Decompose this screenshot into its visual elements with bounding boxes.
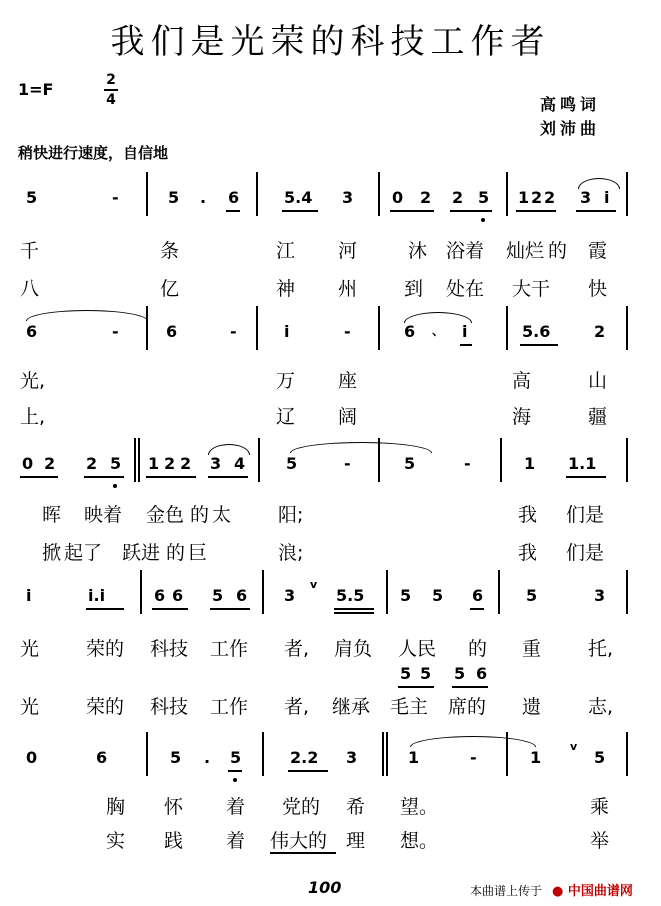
lyric-row-4a — [0, 634, 661, 660]
lyric: 座 — [338, 370, 358, 392]
lyric: 万 — [276, 370, 296, 392]
lyric: 光, — [20, 370, 46, 392]
composer-credit: 刘沛曲 — [540, 119, 601, 138]
lyric: 掀 — [42, 542, 62, 564]
bar-line — [626, 732, 628, 776]
lyric: 上, — [20, 406, 46, 428]
lyric: 怀 — [164, 796, 184, 818]
note: i — [284, 322, 290, 341]
lyric: 处在 — [446, 278, 485, 300]
bar-line — [506, 172, 508, 216]
note: 5 — [400, 664, 412, 683]
lyric: 举 — [590, 830, 610, 852]
note: 5 — [454, 664, 466, 683]
bar-line — [256, 306, 258, 350]
tie — [290, 442, 432, 453]
note: - — [230, 322, 237, 341]
lyric: 人民 — [398, 638, 437, 660]
lyric: 河 — [338, 240, 358, 262]
lyric: 沐 — [408, 240, 428, 262]
lyricist-credit: 高鸣词 — [540, 95, 601, 114]
notation-row-2 — [0, 322, 661, 348]
lyric: 辽 — [276, 406, 296, 428]
bar-line — [378, 306, 380, 350]
bar-line — [140, 570, 142, 614]
grace-mark: 、 — [432, 324, 445, 338]
note: 5 — [286, 454, 298, 473]
beam — [228, 770, 242, 772]
note: 6 — [154, 586, 166, 605]
breath-mark: v — [570, 740, 578, 753]
lyric-row-1b — [0, 274, 661, 300]
lyric: 的 — [548, 240, 568, 262]
beam — [226, 210, 240, 212]
note: 0 — [22, 454, 34, 473]
alt-notation-row-4 — [0, 664, 661, 690]
note: - — [344, 454, 351, 473]
lyric: 遗 — [522, 696, 542, 718]
notation-row-4 — [0, 578, 661, 612]
note: 5 — [404, 454, 416, 473]
note: 4 — [234, 454, 246, 473]
beam — [390, 210, 434, 212]
beam — [470, 608, 484, 610]
breath-mark: v — [310, 578, 318, 591]
lyric: 党的 — [282, 796, 321, 818]
lyric: 着 — [226, 796, 246, 818]
beam — [516, 210, 556, 212]
lyric: 胸 — [106, 796, 126, 818]
bar-line — [256, 172, 258, 216]
lyric: 山 — [588, 370, 608, 392]
lyric: 继承 — [332, 696, 371, 718]
lyric: 跃进 — [122, 542, 161, 564]
note: 2 — [164, 454, 176, 473]
note: 5.5 — [336, 586, 365, 605]
lyric: 我 — [518, 542, 538, 564]
lyric-row-2a — [0, 366, 661, 392]
note: 3 — [342, 188, 354, 207]
lyric: 大干 — [512, 278, 551, 300]
note: 2 — [452, 188, 464, 207]
bar-line — [506, 306, 508, 350]
lyric-row-3a — [0, 500, 661, 526]
note: - — [112, 322, 119, 341]
lyric: 着 — [226, 830, 246, 852]
lyric: 我 — [518, 504, 538, 526]
note: 2 — [44, 454, 56, 473]
note: 3 — [594, 586, 606, 605]
notation-row-3 — [0, 454, 661, 480]
lyric: 阳; — [278, 504, 304, 526]
lyric-row-5a — [0, 792, 661, 818]
lyric: 者, — [284, 638, 310, 660]
beam — [86, 608, 124, 610]
note: 0 — [392, 188, 404, 207]
tempo-marking: 稍快进行速度，自信地 — [18, 144, 169, 162]
bar-line — [258, 438, 260, 482]
note: 1 — [148, 454, 160, 473]
lyric-row-5b — [0, 826, 661, 852]
lyric: 州 — [338, 278, 358, 300]
lyric: 工作 — [210, 638, 249, 660]
note: 6 — [26, 322, 38, 341]
tie — [26, 310, 148, 321]
slur — [578, 178, 620, 189]
lyric: 浴着 — [446, 240, 485, 262]
note: 3 — [210, 454, 222, 473]
lyric: 希 — [346, 796, 366, 818]
notation-row-1 — [0, 188, 661, 214]
lyric: 望。 — [400, 796, 439, 818]
note: i — [462, 322, 468, 341]
lyric: 荣的 — [86, 696, 125, 718]
lyric: 的 — [166, 542, 186, 564]
lyric: 快 — [588, 278, 608, 300]
page-number: 100 — [308, 878, 342, 897]
beam — [282, 210, 318, 212]
note: 3 — [580, 188, 592, 207]
lyric: 千 — [20, 240, 40, 262]
lyric-row-3b — [0, 538, 661, 564]
low-octave-dot — [233, 778, 237, 782]
bar-line — [262, 732, 264, 776]
beam — [288, 770, 328, 772]
note: 5 — [168, 188, 180, 207]
note: 5 — [594, 748, 606, 767]
note: - — [112, 188, 119, 207]
note: 5 — [400, 586, 412, 605]
lyric: 亿 — [160, 278, 180, 300]
lyric: 科技 — [150, 696, 189, 718]
bar-line — [146, 306, 148, 350]
bar-line — [378, 438, 380, 482]
note: 6 — [472, 586, 484, 605]
bar-line — [262, 570, 264, 614]
bar-line — [500, 438, 502, 482]
note: 2 — [594, 322, 606, 341]
lyric-row-2b — [0, 402, 661, 428]
lyric: 席的 — [448, 696, 487, 718]
beam — [84, 476, 124, 478]
note: 0 — [26, 748, 38, 767]
lyric: 志, — [588, 696, 614, 718]
note: . — [204, 748, 211, 767]
bar-line — [138, 438, 140, 482]
lyric: 工作 — [210, 696, 249, 718]
note: 2 — [86, 454, 98, 473]
note: 1 — [518, 188, 530, 207]
note: 5 — [526, 586, 538, 605]
note: 6 — [236, 586, 248, 605]
lyric: 巨 — [188, 542, 208, 564]
lyric: 想。 — [400, 830, 439, 852]
note: i — [26, 586, 32, 605]
note: 1 — [408, 748, 420, 767]
note: 6 — [96, 748, 108, 767]
beam — [450, 210, 492, 212]
lyric: 高 — [512, 370, 532, 392]
beam — [208, 476, 248, 478]
lyric: 太 — [212, 504, 232, 526]
lyric: 荣的 — [86, 638, 125, 660]
time-signature-top: 2 — [106, 72, 116, 88]
note: 5.4 — [284, 188, 313, 207]
beam — [520, 344, 558, 346]
lyric: 浪; — [278, 542, 304, 564]
lyric: 八 — [20, 278, 40, 300]
note: 1 — [530, 748, 542, 767]
bar-line — [134, 438, 136, 482]
lyric: 践 — [164, 830, 184, 852]
beam — [20, 476, 58, 478]
note: - — [464, 454, 471, 473]
bar-line — [386, 570, 388, 614]
note: 1.1 — [568, 454, 597, 473]
note: 5 — [110, 454, 122, 473]
lyric: 者, — [284, 696, 310, 718]
lyric: 条 — [160, 240, 180, 262]
footer-text: 本曲谱上传于 — [470, 884, 543, 898]
note: 2 — [544, 188, 556, 207]
bar-line — [626, 570, 628, 614]
lyric: 们是 — [566, 542, 605, 564]
tie — [410, 736, 536, 747]
note: 6 — [476, 664, 488, 683]
lyric: 灿烂 — [506, 240, 545, 262]
lyric: 毛主 — [390, 696, 429, 718]
note: 3 — [284, 586, 296, 605]
lyric: 神 — [276, 278, 296, 300]
lyric: 实 — [106, 830, 126, 852]
note: 5 — [478, 188, 490, 207]
logo-text: 中国曲谱网 — [567, 884, 633, 899]
lyric: 起了 — [64, 542, 103, 564]
note: i.i — [88, 586, 106, 605]
lyric: 光 — [20, 696, 40, 718]
low-octave-dot — [113, 484, 117, 488]
note: - — [344, 322, 351, 341]
beam — [210, 608, 250, 610]
lyric: 理 — [346, 830, 366, 852]
beam — [576, 210, 616, 212]
lyric: 疆 — [588, 406, 608, 428]
lyric: 重 — [522, 638, 542, 660]
time-signature-line — [104, 89, 118, 91]
lyric: 江 — [276, 240, 296, 262]
bar-line — [386, 732, 388, 776]
lyric: 科技 — [150, 638, 189, 660]
note: 3 — [346, 748, 358, 767]
beam — [152, 608, 188, 610]
note: 6 — [228, 188, 240, 207]
beam — [398, 686, 434, 688]
bar-line — [626, 438, 628, 482]
note: 2 — [420, 188, 432, 207]
lyric: 海 — [512, 406, 532, 428]
bar-line — [146, 172, 148, 216]
note: 6 — [172, 586, 184, 605]
lyric: 光 — [20, 638, 40, 660]
lyric: 金色 — [146, 504, 185, 526]
lyric-row-4b — [0, 692, 661, 718]
key-signature: 1=F — [18, 80, 54, 99]
lyric: 映着 — [84, 504, 123, 526]
beam — [460, 344, 472, 346]
lyric-row-1a — [0, 236, 661, 262]
lyric: 霞 — [588, 240, 608, 262]
beam — [566, 476, 606, 478]
lyric: 托, — [588, 638, 614, 660]
beam — [146, 476, 196, 478]
note: . — [200, 188, 207, 207]
lyric: 到 — [404, 278, 424, 300]
lyric: 肩负 — [334, 638, 373, 660]
time-signature — [104, 72, 118, 108]
logo-icon: ● — [552, 884, 564, 899]
bar-line — [382, 732, 384, 776]
low-octave-dot — [481, 218, 485, 222]
lyric: 阔 — [338, 406, 358, 428]
beam — [452, 686, 488, 688]
lyric: 晖 — [42, 504, 62, 526]
note: 5 — [420, 664, 432, 683]
lyric: 乘 — [590, 796, 610, 818]
bar-line — [506, 732, 508, 776]
note: 6 — [404, 322, 416, 341]
underline — [270, 852, 336, 854]
note: 5.6 — [522, 322, 551, 341]
note: 5 — [26, 188, 38, 207]
bar-line — [146, 732, 148, 776]
bar-line — [626, 306, 628, 350]
bar-line — [498, 570, 500, 614]
note: - — [470, 748, 477, 767]
lyric: 的 — [468, 638, 488, 660]
note: 5 — [170, 748, 182, 767]
lyric: 的 — [190, 504, 210, 526]
note: 1 — [524, 454, 536, 473]
time-signature-bottom: 4 — [106, 92, 116, 108]
note: 5 — [432, 586, 444, 605]
note: i — [604, 188, 610, 207]
beam — [334, 612, 374, 614]
note: 5 — [212, 586, 224, 605]
note: 2 — [180, 454, 192, 473]
note: 6 — [166, 322, 178, 341]
note: 2 — [531, 188, 543, 207]
bar-line — [378, 172, 380, 216]
lyric: 们是 — [566, 504, 605, 526]
note: 5 — [230, 748, 242, 767]
lyric: 伟大的 — [270, 830, 328, 852]
song-title: 我们是光荣的科技工作者 — [110, 22, 551, 62]
site-logo[interactable] — [552, 880, 633, 899]
bar-line — [626, 172, 628, 216]
note: 2.2 — [290, 748, 319, 767]
notation-row-5 — [0, 740, 661, 774]
beam — [334, 608, 374, 610]
